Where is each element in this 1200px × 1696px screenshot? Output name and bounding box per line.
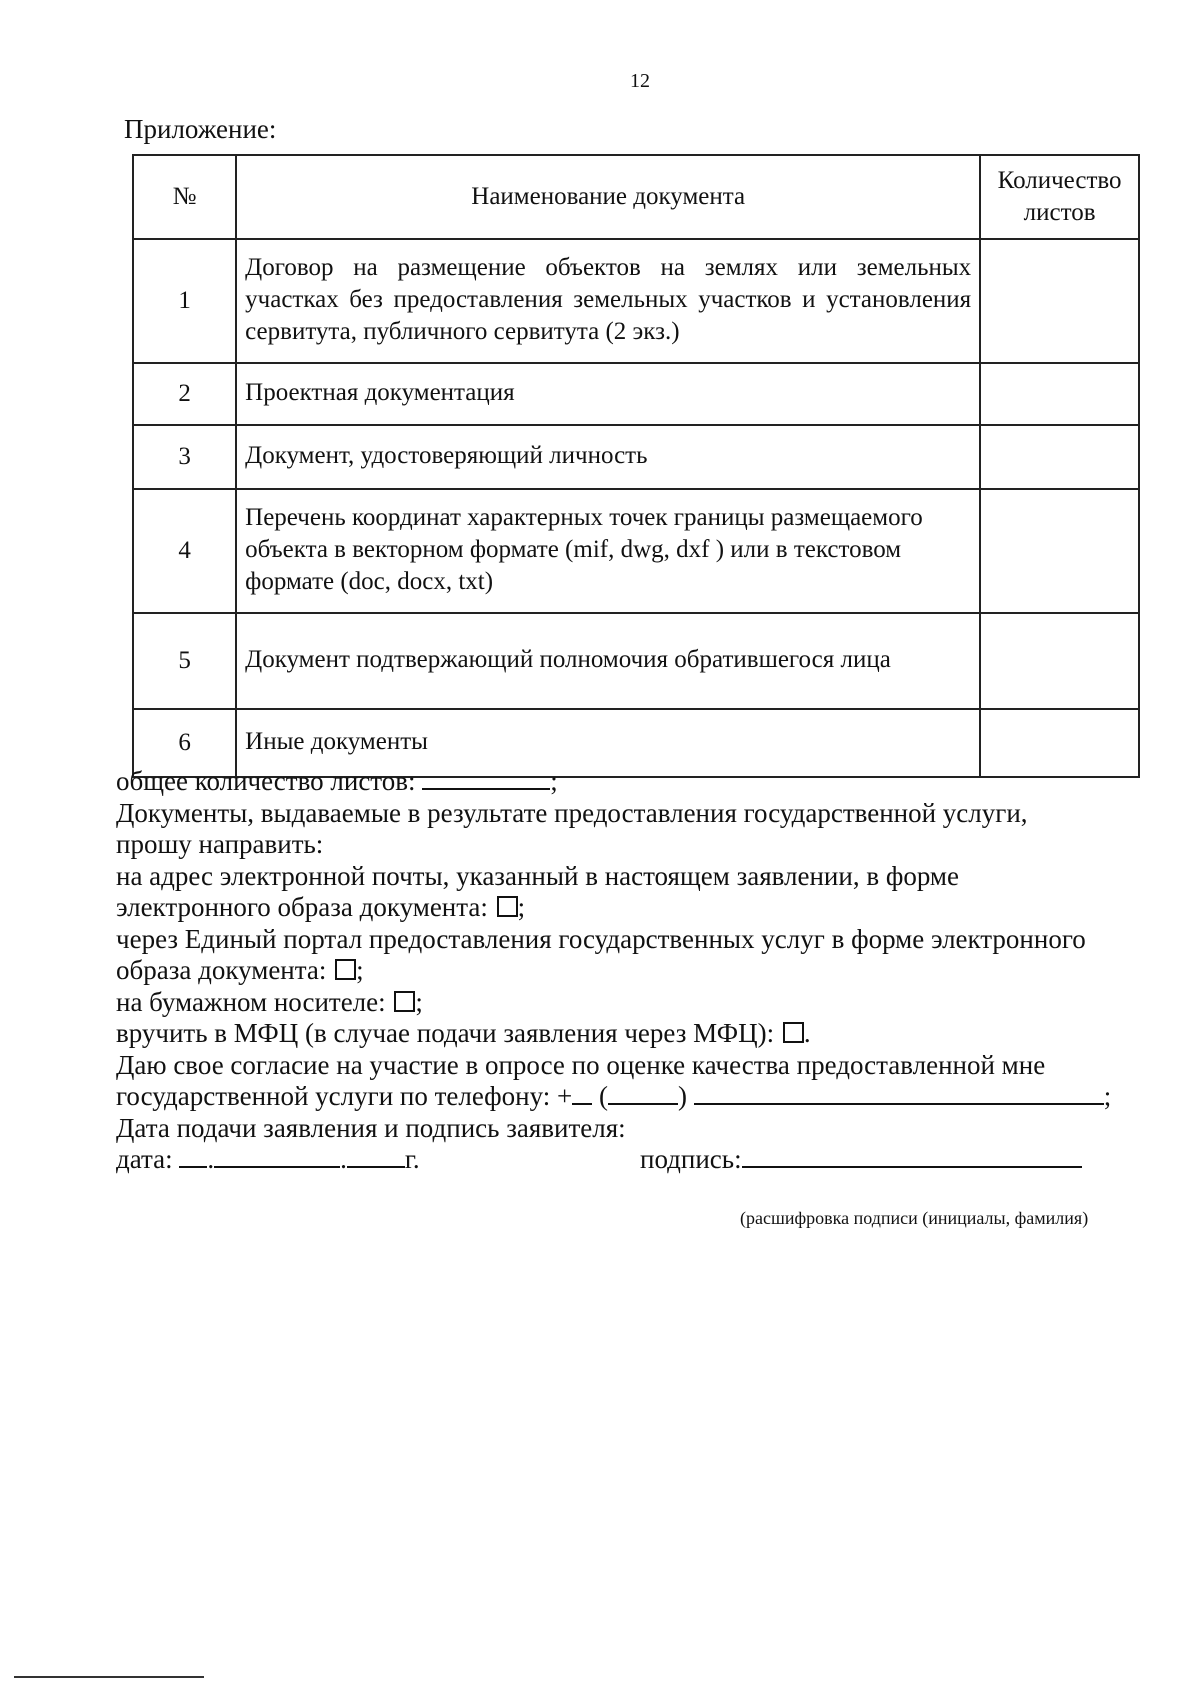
row-number: 4 [133, 489, 236, 613]
email-line-1: на адрес электронной почты, указанный в настоящем заявлении, в форме [116, 860, 959, 891]
survey-line-1: Даю свое согласие на участие в опросе по оценке качества предоставленной мне [116, 1049, 1046, 1080]
row-document-name: Перечень координат характерных точек границы размещаемого объекта в векторном формате (mif, dwg, dxf ) или в текстовом формате (doc, docx, txt) [236, 489, 980, 613]
signature-field [640, 1144, 1082, 1176]
row-number: 6 [133, 709, 236, 777]
portal-option-end: ; [356, 955, 364, 985]
survey-phone-label: государственной услуги по телефону: + [116, 1081, 573, 1111]
survey-line-end: ; [1103, 1081, 1112, 1111]
total-sheets-label: общее количество листов: [116, 766, 416, 796]
phone-number-blank[interactable] [694, 1081, 1104, 1105]
header-document-name: Наименование документа [236, 155, 980, 239]
paper-option-end: ; [415, 986, 423, 1017]
row-sheet-count[interactable] [980, 489, 1139, 613]
row-sheet-count[interactable] [980, 425, 1139, 489]
date-month-blank[interactable] [214, 1144, 340, 1168]
phone-area-code-blank[interactable] [608, 1081, 678, 1105]
email-checkbox[interactable] [497, 896, 518, 917]
row-sheet-count[interactable] [980, 363, 1139, 425]
portal-checkbox[interactable] [335, 959, 356, 980]
delivery-line-1: Документы, выдаваемые в результате предоставления государственной услуги, [116, 797, 1028, 828]
header-sheet-count [980, 155, 1139, 239]
row-sheet-count[interactable] [980, 613, 1139, 709]
phone-paren-open: ( [599, 1081, 608, 1111]
row-document-name: Иные документы [236, 709, 980, 777]
signature-blank[interactable] [742, 1144, 1082, 1168]
table-row [133, 425, 1139, 489]
total-sheets-end: ; [550, 766, 558, 796]
date-label: дата: [116, 1144, 173, 1174]
date-signature-row [116, 1144, 1146, 1177]
header-sheet-count-line1: Количество [997, 167, 1122, 194]
delivery-line-2: прошу направить: [116, 829, 324, 859]
table-row [133, 239, 1139, 363]
signature-label: подпись: [640, 1144, 742, 1174]
row-document-name: Документ, удостоверяющий личность [236, 425, 980, 489]
date-day-blank[interactable] [179, 1144, 207, 1168]
table-row [133, 363, 1139, 425]
email-option-label: электронного образа документа: [116, 892, 488, 922]
portal-line-2 [116, 955, 1146, 987]
footnote-rule [14, 1676, 204, 1678]
row-document-name: Договор на размещение объектов на землях или земельных участках без предоставления земельных участков и установления сервитута, публичного сервитута (2 экз.) [236, 239, 980, 363]
header-number: № [133, 155, 236, 239]
date-separator-2: . [340, 1144, 347, 1174]
paper-line [116, 987, 1146, 1019]
page-number: 12 [630, 70, 650, 92]
row-document-name: Проектная документация [236, 363, 980, 425]
row-number: 5 [133, 613, 236, 709]
annex-title: Приложение: [124, 114, 277, 144]
date-year-suffix: г. [404, 1144, 420, 1174]
email-option-end: ; [517, 892, 526, 922]
mfc-option-end: . [803, 1018, 811, 1048]
phone-paren-close: ) [678, 1081, 687, 1111]
date-field [116, 1144, 420, 1176]
date-year-blank[interactable] [347, 1144, 405, 1168]
portal-option-label: образа документа: [116, 955, 327, 985]
table-row [133, 489, 1139, 613]
portal-line-1: через Единый портал предоставления государственных услуг в форме электронного [116, 923, 1086, 954]
row-number: 1 [133, 239, 236, 363]
mfc-line [116, 1018, 1146, 1050]
total-sheets-line [116, 766, 1146, 798]
row-number: 2 [133, 363, 236, 425]
table-header-row [133, 155, 1139, 239]
paper-checkbox[interactable] [394, 991, 415, 1012]
documents-table [132, 154, 1140, 778]
date-separator-1: . [207, 1144, 215, 1174]
date-sign-heading: Дата подачи заявления и подпись заявителя: [116, 1112, 626, 1143]
table-row [133, 613, 1139, 709]
row-sheet-count[interactable] [980, 239, 1139, 363]
mfc-option-label: вручить в МФЦ (в случае подачи заявления через МФЦ): [116, 1018, 775, 1048]
application-form-text [116, 766, 1146, 1177]
survey-line-2 [116, 1081, 1146, 1113]
total-sheets-blank[interactable] [422, 766, 550, 790]
email-line-2 [116, 892, 1146, 924]
mfc-checkbox[interactable] [783, 1022, 804, 1043]
header-sheet-count-line2: листов [1023, 199, 1096, 226]
phone-country-code-blank[interactable] [572, 1081, 592, 1105]
signature-caption: (расшифровка подписи (инициалы, фамилия) [740, 1208, 1089, 1228]
row-document-name: Документ подтвержающий полномочия обратившегося лица [236, 613, 980, 709]
paper-option-label: на бумажном носителе: [116, 986, 386, 1017]
row-number: 3 [133, 425, 236, 489]
